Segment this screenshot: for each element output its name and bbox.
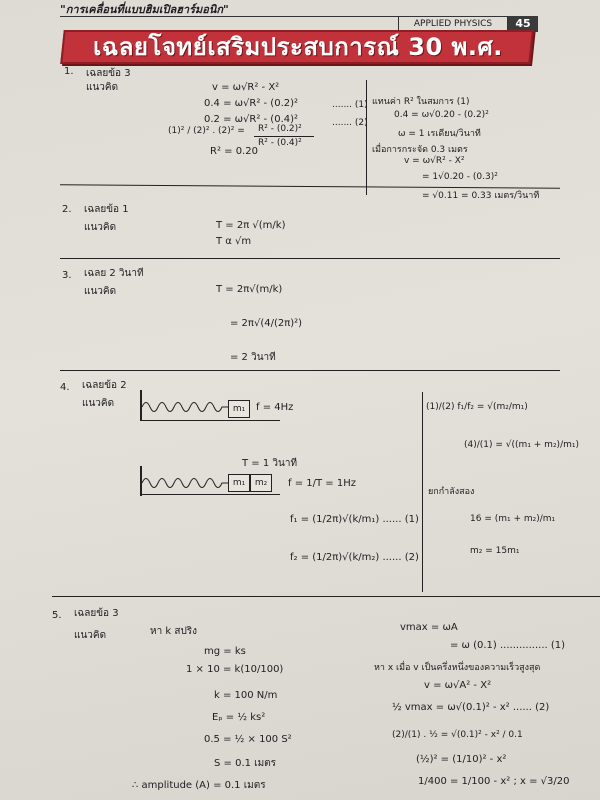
spring-2-icon	[142, 474, 230, 492]
s4-f-top: f = 4Hz	[256, 402, 294, 413]
s5-right-7: (½)² = (1/10)² - x²	[416, 754, 507, 765]
s1-right-4: เมื่อการกระจัด 0.3 เมตร	[372, 145, 468, 155]
s4-divider	[422, 392, 423, 592]
series-title: "การเคลื่อนที่แบบฮิมเปิลฮาร์มอนิก"	[60, 3, 229, 16]
s1-right-5: v = ω√R² - X²	[404, 156, 465, 166]
mass-m2: m₂	[250, 474, 272, 492]
s1-right-7: = √0.11 = 0.33 เมตร/วินาที	[422, 191, 540, 201]
s3-line1: T = 2π√(m/k)	[216, 284, 283, 295]
s4-t-label: T = 1 วินาที	[242, 458, 298, 469]
floor-2	[140, 494, 280, 495]
s1-right-6: = 1√0.20 - (0.3)²	[422, 172, 498, 182]
s1-line2-tag: ....... (1)	[332, 100, 368, 110]
page-number: 45	[508, 16, 538, 32]
s5-right-3: หา x เมื่อ v เป็นครึ่งหนึ่งของความเร็วสูงสุด	[374, 663, 541, 673]
s1-number: 1.	[64, 66, 74, 77]
s2-line2: T α √m	[216, 236, 252, 247]
s2-answer: เฉลยข้อ 1	[84, 204, 129, 215]
s1-divider	[366, 80, 367, 195]
s5-line3: k = 100 N/m	[214, 690, 278, 701]
s1-frac-bar	[254, 136, 314, 137]
s4-right-3: ยกกำลังสอง	[428, 487, 475, 497]
s1-frac-bottom: R² - (0.4)²	[258, 138, 302, 148]
s5-right-5: ½ vmax = ω√(0.1)² - x² ...... (2)	[392, 702, 550, 713]
s4-right-1: (1)/(2) f₁/f₂ = √(m₂/m₁)	[426, 402, 528, 412]
s4-answer: เฉลยข้อ 2	[82, 380, 127, 391]
s4-number: 4.	[60, 382, 70, 393]
s5-right-8: 1/400 = 1/100 - x² ; x = √3/20	[418, 776, 570, 787]
s4-f1: f₁ = (1/2π)√(k/m₁) ...... (1)	[290, 514, 419, 525]
s5-right-2: = ω (0.1) ............... (1)	[450, 640, 566, 651]
s5-right-4: v = ω√A² - X²	[424, 680, 492, 691]
s5-find-k: หา k สปริง	[150, 626, 198, 637]
s4-right-2: (4)/(1) = √((m₁ + m₂)/m₁)	[464, 440, 579, 450]
s3-answer: เฉลย 2 วินาที	[84, 268, 144, 279]
s5-right-6: (2)/(1) . ½ = √(0.1)² - x² / 0.1	[392, 730, 523, 740]
s1-divide-label: (1)² / (2)² . (2)² =	[168, 126, 245, 136]
s4-right-4: 16 = (m₁ + m₂)/m₁	[470, 514, 556, 524]
s1-line1: v = ω√R² - X²	[212, 82, 280, 93]
s2-number: 2.	[62, 204, 72, 215]
s4-right-5: m₂ = 15m₁	[470, 546, 520, 556]
rule-1	[60, 184, 560, 188]
rule-2	[60, 258, 560, 259]
s3-line3: = 2 วินาที	[230, 352, 276, 363]
floor-1	[140, 420, 280, 421]
rule-3	[60, 370, 560, 371]
banner-title: เฉลยโจทย์เสริมประสบการณ์ 30 พ.ศ.	[93, 33, 503, 61]
s3-number: 3.	[62, 270, 72, 281]
mass-m1-2: m₁	[228, 474, 250, 492]
s1-answer: เฉลยข้อ 3	[86, 68, 131, 79]
s3-line2: = 2π√(4/(2π)²)	[230, 318, 303, 329]
s5-line4: Eₚ = ½ ks²	[212, 712, 266, 723]
s5-line6: S = 0.1 เมตร	[214, 758, 277, 769]
s1-line5: R² = 0.20	[210, 146, 258, 157]
s5-answer: เฉลยข้อ 3	[74, 608, 119, 619]
s1-right-3: ω = 1 เรเดียน/วินาที	[398, 129, 481, 139]
s5-concept: แนวคิด	[74, 630, 107, 641]
s5-line7: ∴ amplitude (A) = 0.1 เมตร	[132, 780, 266, 791]
s2-concept: แนวคิด	[84, 222, 117, 233]
s1-concept: แนวคิด	[86, 82, 119, 93]
s1-line2: 0.4 = ω√R² - (0.2)²	[204, 98, 299, 109]
s4-f-eq: f = 1/T = 1Hz	[288, 478, 356, 489]
s4-f2: f₂ = (1/2π)√(k/m₂) ...... (2)	[290, 552, 419, 563]
s1-right-1: แทนค่า R² ในสมการ (1)	[372, 97, 470, 107]
s1-frac-top: R² - (0.2)²	[258, 124, 302, 134]
book-title: APPLIED PHYSICS	[398, 16, 508, 32]
mass-m1: m₁	[228, 400, 250, 418]
s4-concept: แนวคิด	[82, 398, 115, 409]
s5-line1: mg = ks	[204, 646, 246, 657]
s2-line1: T = 2π √(m/k)	[216, 220, 286, 231]
s3-concept: แนวคิด	[84, 286, 117, 297]
s1-line3: 0.2 = ω√R² - (0.4)²	[204, 114, 299, 125]
s5-right-1: vmax = ωA	[400, 622, 458, 633]
s5-line5: 0.5 = ½ × 100 S²	[204, 734, 292, 745]
rule-4	[52, 596, 600, 597]
s5-number: 5.	[52, 610, 62, 621]
s1-right-2: 0.4 = ω√0.20 - (0.2)²	[394, 110, 489, 120]
spring-1-icon	[142, 398, 230, 416]
s5-line2: 1 × 10 = k(10/100)	[186, 664, 284, 675]
s1-line3-tag: ....... (2)	[332, 118, 368, 128]
